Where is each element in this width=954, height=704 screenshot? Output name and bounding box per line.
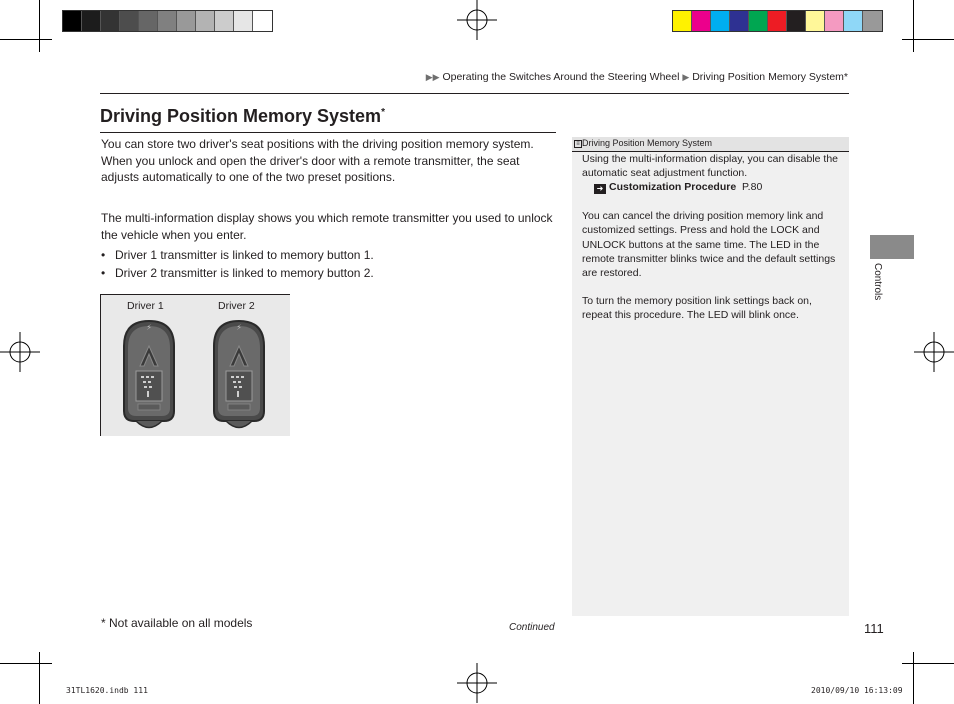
header-divider bbox=[100, 93, 849, 94]
list-item bbox=[101, 265, 374, 281]
color-swatch bbox=[101, 11, 120, 31]
sidebar-header bbox=[572, 137, 849, 151]
bullet-icon: • bbox=[101, 266, 106, 280]
color-swatch bbox=[673, 11, 692, 31]
registration-mark-icon bbox=[457, 663, 497, 703]
driver1-label: Driver 1 bbox=[127, 300, 164, 312]
color-swatch bbox=[63, 11, 82, 31]
figure-border bbox=[100, 294, 101, 436]
color-swatch bbox=[215, 11, 234, 31]
color-swatch bbox=[787, 11, 806, 31]
note-icon: ≡ bbox=[574, 140, 582, 148]
color-swatch bbox=[120, 11, 139, 31]
reference-arrow-icon: ➜ bbox=[594, 184, 606, 194]
cross-reference-link[interactable] bbox=[594, 181, 762, 194]
color-swatch bbox=[196, 11, 215, 31]
color-swatch bbox=[253, 11, 272, 31]
crop-mark bbox=[902, 663, 954, 664]
svg-text:⚡: ⚡ bbox=[236, 323, 242, 332]
color-swatch bbox=[749, 11, 768, 31]
sidebar-note bbox=[572, 137, 849, 616]
arrow-icon: ▶ bbox=[682, 72, 690, 82]
crop-mark bbox=[902, 39, 954, 40]
crop-mark bbox=[39, 652, 40, 704]
section-tab bbox=[870, 235, 914, 259]
file-slug: 31TL1620.indb 111 bbox=[66, 686, 148, 695]
crop-mark bbox=[0, 663, 52, 664]
bullet-icon: • bbox=[101, 248, 106, 262]
color-swatch bbox=[177, 11, 196, 31]
remote-transmitter-icon bbox=[204, 316, 274, 434]
color-swatch bbox=[234, 11, 253, 31]
sidebar-paragraph: To turn the memory position link settings back on, repeat this procedure. The LED will blink once. bbox=[582, 295, 812, 322]
double-arrow-icon: ▶▶ bbox=[425, 72, 440, 82]
color-swatch bbox=[82, 11, 101, 31]
crop-mark bbox=[0, 39, 52, 40]
color-swatch bbox=[825, 11, 844, 31]
remote-transmitter-icon bbox=[114, 316, 184, 434]
color-swatch bbox=[844, 11, 863, 31]
color-swatch bbox=[139, 11, 158, 31]
crop-mark bbox=[39, 0, 40, 52]
intro-paragraph: You can store two driver's seat positions with the driving position memory system. When you unlock and open the driver's door with a remote transmitter, the seat adjusts automatically to one of the two preset positions. bbox=[101, 137, 534, 184]
title-divider bbox=[100, 132, 556, 133]
crop-mark bbox=[913, 0, 914, 52]
breadcrumb-section[interactable]: Operating the Switches Around the Steering Wheel bbox=[442, 71, 680, 83]
page-number: 111 bbox=[864, 621, 884, 636]
color-swatch bbox=[768, 11, 787, 31]
xref-page[interactable]: P.80 bbox=[742, 181, 763, 193]
list-item-text: Driver 1 transmitter is linked to memory button 1. bbox=[115, 248, 374, 262]
driver2-label: Driver 2 bbox=[218, 300, 255, 312]
date-slug: 2010/09/10 16:13:09 bbox=[811, 686, 903, 695]
title-footnote-mark: * bbox=[381, 107, 385, 118]
display-paragraph: The multi-information display shows you which remote transmitter you used to unlock the vehicle when you enter. bbox=[101, 211, 553, 242]
color-swatch bbox=[730, 11, 749, 31]
xref-label[interactable]: Customization Procedure bbox=[609, 181, 737, 193]
color-swatch bbox=[711, 11, 730, 31]
color-swatch bbox=[806, 11, 825, 31]
color-swatch bbox=[863, 11, 882, 31]
continued-label: Continued bbox=[509, 622, 555, 633]
figure-border bbox=[100, 294, 290, 295]
page-title-text: Driving Position Memory System bbox=[100, 106, 382, 126]
color-swatch bbox=[158, 11, 177, 31]
registration-mark-icon bbox=[0, 332, 40, 372]
svg-text:⚡: ⚡ bbox=[146, 323, 152, 332]
crop-mark bbox=[913, 652, 914, 704]
list-item bbox=[101, 247, 374, 263]
footnote: * Not available on all models bbox=[101, 616, 253, 630]
sidebar-paragraph: Using the multi-information display, you can disable the automatic seat adjustment function. bbox=[582, 153, 839, 180]
process-color-bar bbox=[672, 10, 883, 32]
breadcrumb bbox=[426, 71, 848, 83]
color-swatch bbox=[692, 11, 711, 31]
breadcrumb-page[interactable]: Driving Position Memory System* bbox=[692, 71, 848, 83]
registration-mark-icon bbox=[914, 332, 954, 372]
section-tab-label: Controls bbox=[872, 263, 883, 301]
sidebar-paragraph: You can cancel the driving position memory link and customized settings. Press and hold the LOCK and UNLOCK buttons at the same time. The LED in the remote transmitter blinks twice and the default settings are restored. bbox=[582, 210, 836, 280]
registration-mark-icon bbox=[457, 0, 497, 40]
list-item-text: Driver 2 transmitter is linked to memory button 2. bbox=[115, 266, 374, 280]
page-title bbox=[100, 106, 385, 127]
grayscale-color-bar bbox=[62, 10, 273, 32]
sidebar-heading: Driving Position Memory System bbox=[582, 138, 713, 148]
transmitter-figure bbox=[100, 294, 290, 436]
